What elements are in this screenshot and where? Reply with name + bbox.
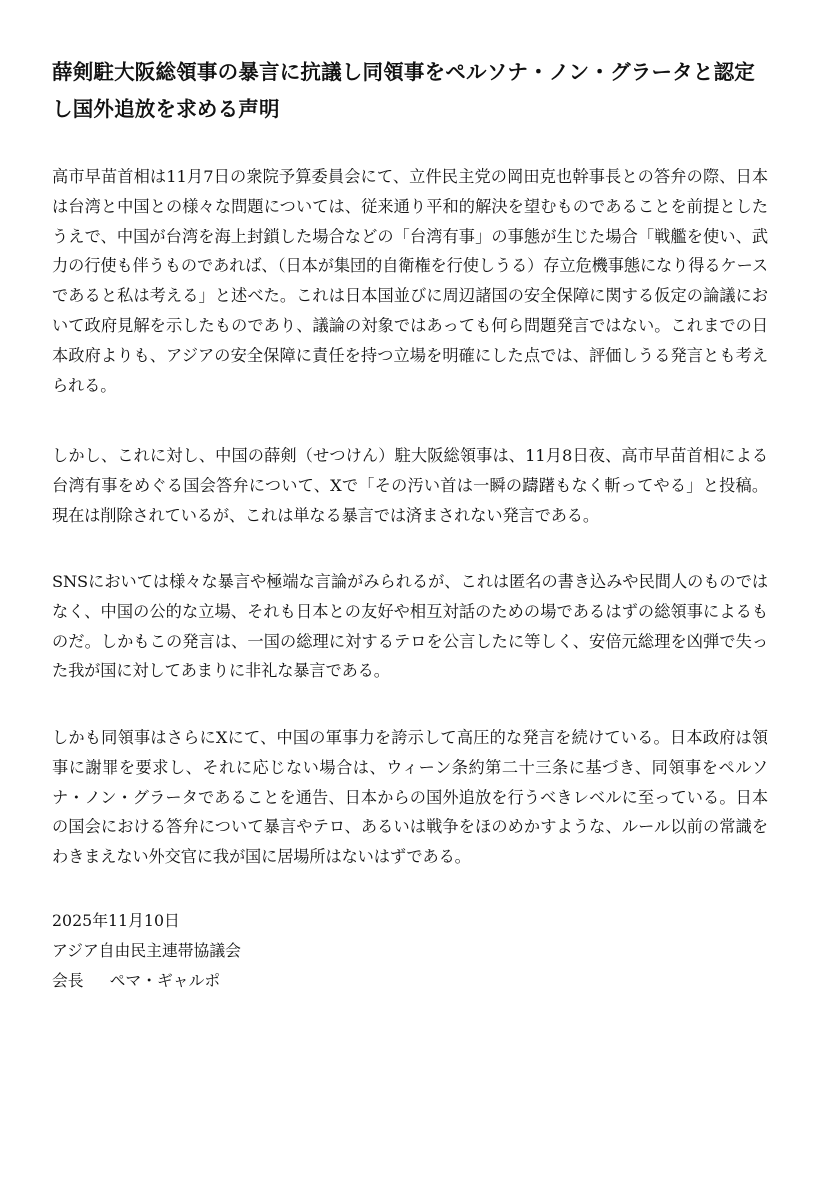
paragraph-4: しかも同領事はさらにXにて、中国の軍事力を誇示して高圧的な発言を続けている。日本政府は領事に謝罪を要求し、それに応じない場合は、ウィーン条約第二十三条に基づき、同領事をペルソナ・ノン・グラータであることを通告、日本からの国外追放を行うべきレベルに至っている。日本の国会における答弁について暴言やテロ、あるいは戦争をほのめかすような、ルール以前の常識をわきまえない外交官に我が国に居場所はないはずである。 <box>52 728 768 867</box>
signature-line <box>52 966 241 996</box>
signature-date: 2025年11月10日 <box>52 911 180 930</box>
paragraph-1: 高市早苗首相は11月7日の衆院予算委員会にて、立件民主党の岡田克也幹事長との答弁の際、日本は台湾と中国との様々な問題については、従来通り平和的解決を望むものであることを前提としたうえで、中国が台湾を海上封鎖した場合などの「台湾有事」の事態が生じた場合「戦艦を使い、武力の行使も伴うものであれば、（日本が集団的自衛権を行使しうる）存立危機事態になり得るケースであると私は考える」と述べた。これは日本国並びに周辺諸国の安全保障に関する仮定の論議において政府見解を示したものであり、議論の対象ではあっても何ら問題発言ではない。これまでの日本政府よりも、アジアの安全保障に責任を持つ立場を明確にした点では、評価しうる発言とも考えられる。 <box>52 167 768 395</box>
statement-title: 薛剣駐大阪総領事の暴言に抗議し同領事をペルソナ・ノン・グラータと認定し国外追放を求める声明 <box>52 60 755 121</box>
signature-block <box>52 906 241 996</box>
paragraph-3: SNSにおいては様々な暴言や極端な言論がみられるが、これは匿名の書き込みや民間人のものではなく、中国の公的な立場、それも日本との友好や相互対話のための場であるはずの総領事によるものだ。しかもこの発言は、一国の総理に対するテロを公言したに等しく、安倍元総理を凶弾で失った我が国に対してあまりに非礼な暴言である。 <box>52 572 768 681</box>
signature-role: 会長 <box>52 971 84 990</box>
signature-name: ペマ・ギャルポ <box>109 971 221 990</box>
signature-organization: アジア自由民主連帯協議会 <box>52 941 241 960</box>
paragraph-2: しかし、これに対し、中国の薛剣（せつけん）駐大阪総領事は、11月8日夜、高市早苗首相による台湾有事をめぐる国会答弁について、Xで「その汚い首は一瞬の躊躇もなく斬ってやる」と投稿。現在は削除されているが、これは単なる暴言では済まされない発言である。 <box>52 446 768 525</box>
